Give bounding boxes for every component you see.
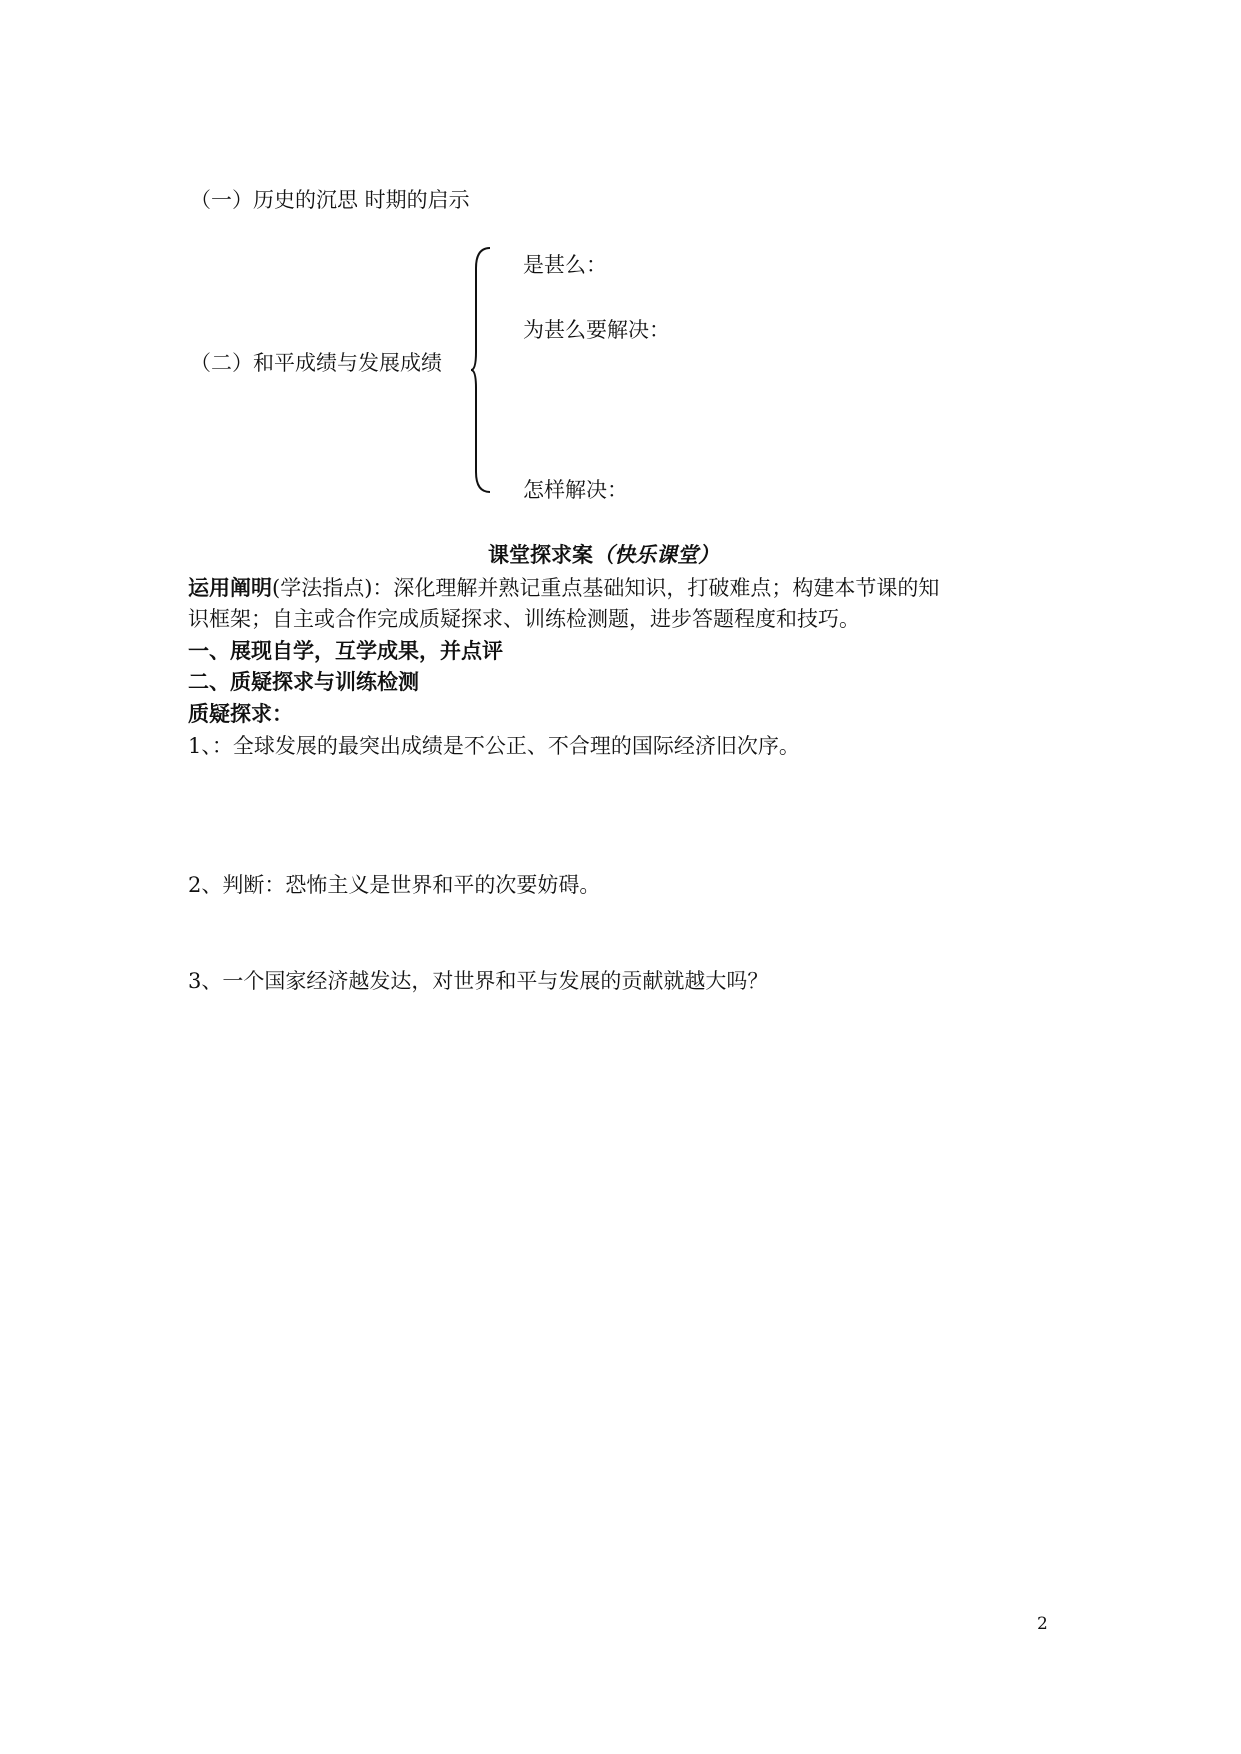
question-3: 3、一个国家经济越发达，对世界和平与发展的贡献就越大吗？ bbox=[188, 969, 769, 993]
section-title bbox=[488, 540, 719, 570]
curly-brace-icon bbox=[470, 246, 492, 494]
guide-text-1: (学法指点)：深化理解并熟记重点基础知识，打破难点；构建本节课的知 bbox=[272, 576, 940, 600]
guide-text-2: 识框架；自主或合作完成质疑探求、训练检测题，进步答题程度和技巧。 bbox=[188, 607, 860, 631]
question-2: 2、判断：恐怖主义是世界和平的次要妨碍。 bbox=[188, 873, 601, 897]
section-title-paren: （快乐课堂） bbox=[593, 543, 719, 567]
heading-inquiry: 质疑探求： bbox=[188, 702, 293, 726]
heading-inquiry-training: 二、质疑探求与训练检测 bbox=[188, 670, 419, 694]
guide-paragraph-line1 bbox=[188, 573, 939, 603]
branch-what: 是甚么： bbox=[523, 253, 607, 277]
section-title-main: 课堂探求案 bbox=[488, 543, 593, 567]
question-1: 1、：全球发展的最突出成绩是不公正、不合理的国际经济旧次序。 bbox=[188, 734, 800, 758]
branch-how: 怎样解决： bbox=[523, 478, 628, 502]
outline-item-1: （一）历史的沉思 时期的启示 bbox=[190, 188, 470, 212]
outline-item-2: （二）和平成绩与发展成绩 bbox=[190, 351, 442, 375]
page-number: 2 bbox=[1037, 1614, 1048, 1634]
branch-why: 为甚么要解决： bbox=[523, 318, 670, 342]
guide-label: 运用阐明 bbox=[188, 576, 272, 600]
heading-show-results: 一、展现自学，互学成果，并点评 bbox=[188, 639, 503, 663]
